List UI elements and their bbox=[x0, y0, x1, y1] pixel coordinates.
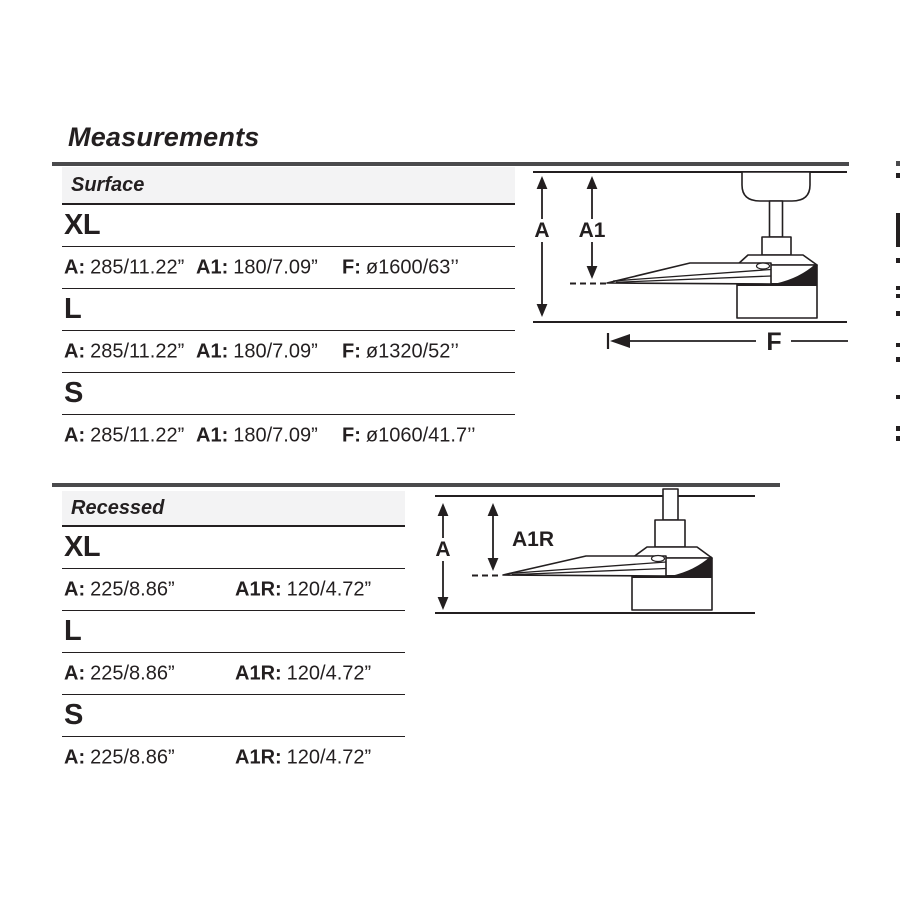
dimension-a1: A1: 180/7.09” bbox=[196, 424, 318, 447]
size-label-s: S bbox=[62, 373, 515, 415]
size-label-xl: XL bbox=[62, 205, 515, 247]
dimension-f: F: ø1320/52’’ bbox=[342, 340, 459, 362]
dimension-a1: A1: 180/7.09” bbox=[196, 340, 318, 362]
fan-blades bbox=[503, 556, 666, 576]
clipped-content-fragment bbox=[896, 436, 900, 441]
clipped-content-fragment bbox=[896, 357, 900, 362]
fan-blade-hub-tip bbox=[757, 263, 770, 269]
fan-downrod bbox=[663, 489, 678, 520]
recessed-l-values-row bbox=[62, 653, 405, 695]
clipped-content-fragment bbox=[896, 173, 900, 178]
clipped-content-fragment bbox=[896, 294, 900, 298]
size-label-s: S bbox=[62, 695, 405, 737]
dimension-arrow-a bbox=[537, 176, 548, 317]
surface-table-header: Surface bbox=[62, 167, 515, 205]
dimension-label-a: A bbox=[435, 538, 451, 561]
recessed-table-header: Recessed bbox=[62, 491, 405, 527]
dimension-a: A: 225/8.86” bbox=[64, 662, 175, 684]
dimension-a1r: A1R: 120/4.72” bbox=[235, 746, 372, 769]
recessed-xl-values-row bbox=[62, 569, 405, 611]
fan-canopy bbox=[742, 172, 810, 201]
clipped-content-fragment bbox=[896, 343, 900, 347]
recessed-measurements-table bbox=[62, 491, 405, 779]
surface-measurements-table bbox=[62, 167, 515, 457]
dimension-arrow-a1r bbox=[488, 503, 499, 571]
dimension-label-a: A bbox=[534, 219, 550, 242]
dimension-f: F: ø1060/41.7’’ bbox=[342, 424, 476, 447]
size-label-l: L bbox=[62, 611, 405, 653]
dimension-a1r: A1R: 120/4.72” bbox=[235, 662, 372, 684]
dimension-label-f: F bbox=[766, 328, 782, 356]
dimension-a: A: 225/8.86” bbox=[64, 578, 175, 600]
dimension-a1: A1: 180/7.09” bbox=[196, 256, 318, 278]
dimension-label-a1r: A1R bbox=[512, 528, 555, 551]
clipped-content-fragment bbox=[896, 286, 900, 290]
surface-s-values-row bbox=[62, 415, 515, 457]
dimension-a: A: 285/11.22” bbox=[64, 340, 185, 362]
recessed-mount-diagram bbox=[430, 480, 765, 625]
surface-xl-values-row bbox=[62, 247, 515, 289]
dimension-label-a1: A1 bbox=[578, 219, 606, 242]
surface-l-values-row bbox=[62, 331, 515, 373]
clipped-content-fragment bbox=[896, 426, 900, 431]
size-label-xl: XL bbox=[62, 527, 405, 569]
clipped-content-fragment bbox=[896, 311, 900, 316]
dimension-a: A: 285/11.22” bbox=[64, 424, 185, 447]
fan-blade-hub-tip bbox=[652, 556, 665, 562]
clipped-content-fragment bbox=[896, 161, 900, 166]
size-label-l: L bbox=[62, 289, 515, 331]
page-title: Measurements bbox=[68, 122, 260, 152]
dimension-a1r: A1R: 120/4.72” bbox=[235, 578, 372, 600]
surface-mount-diagram bbox=[520, 154, 865, 360]
fan-downrod bbox=[770, 201, 783, 237]
dimension-f: F: ø1600/63’’ bbox=[342, 256, 459, 278]
fan-rod-coupler bbox=[762, 237, 791, 255]
fan-blades bbox=[607, 263, 771, 284]
clipped-content-fragment bbox=[896, 213, 900, 247]
recessed-s-values-row bbox=[62, 737, 405, 779]
dimension-a: A: 285/11.22” bbox=[64, 256, 185, 278]
dimension-a: A: 225/8.86” bbox=[64, 746, 175, 769]
clipped-content-fragment bbox=[896, 258, 900, 263]
dimension-arrow-f bbox=[608, 333, 848, 349]
fan-rod-coupler bbox=[655, 520, 685, 547]
clipped-content-fragment bbox=[896, 395, 900, 399]
